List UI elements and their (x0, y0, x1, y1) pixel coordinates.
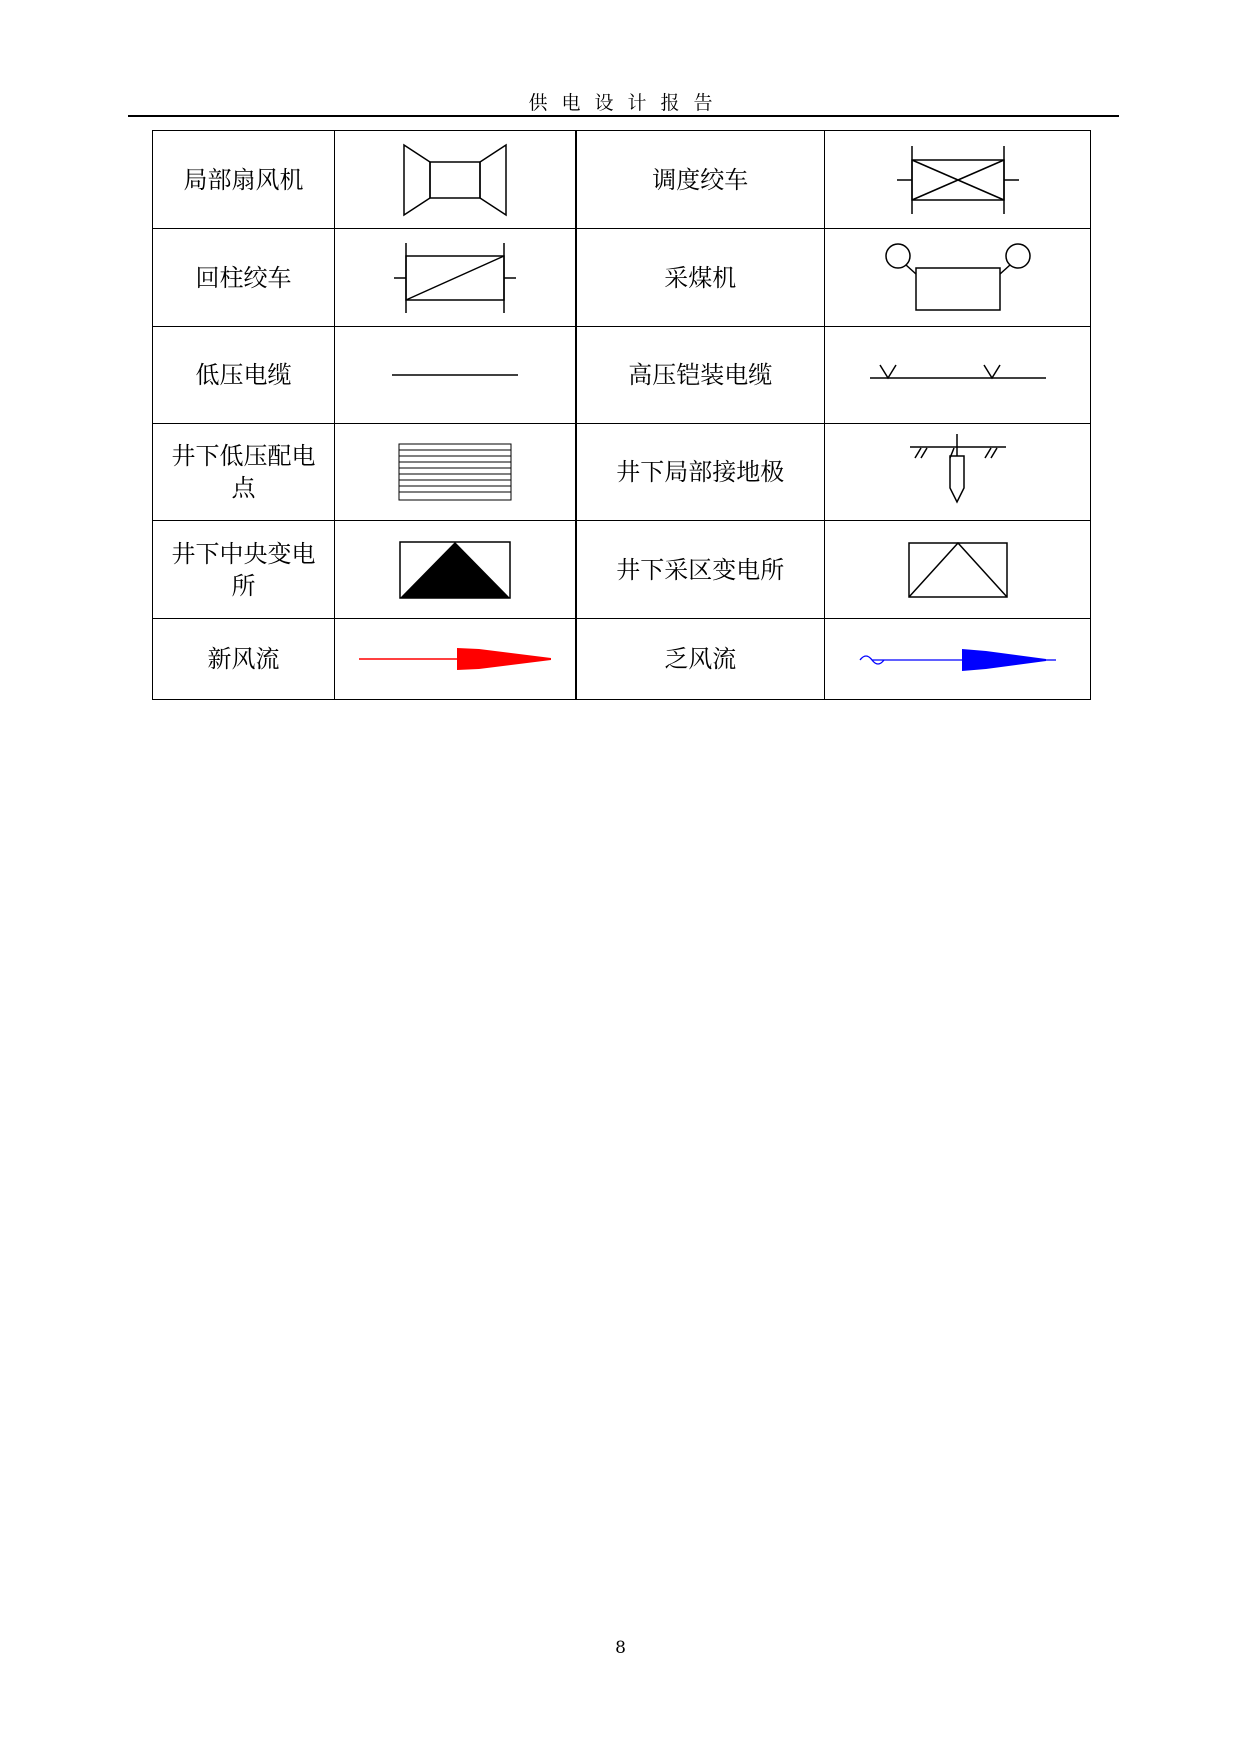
page-number: 8 (615, 1638, 626, 1658)
header-rule (128, 115, 1119, 117)
table-row (153, 424, 1091, 521)
symbol-name: 井下局部接地极 (576, 424, 825, 521)
symbol-cell (335, 327, 576, 424)
hv-armored-cable-icon (868, 360, 1048, 390)
symbol-cell (825, 229, 1091, 327)
symbol-cell (825, 131, 1091, 229)
table-row (153, 521, 1091, 619)
table-row (153, 327, 1091, 424)
underground-local-grounding-electrode-icon (908, 432, 1008, 512)
shearer-icon (883, 238, 1033, 318)
symbol-name: 井下采区变电所 (576, 521, 825, 619)
symbol-name: 低压电缆 (153, 327, 335, 424)
symbol-cell (825, 521, 1091, 619)
local-fan-icon (400, 140, 510, 220)
symbol-name: 采煤机 (576, 229, 825, 327)
symbol-name: 高压铠装电缆 (576, 327, 825, 424)
symbol-name: 乏风流 (576, 619, 825, 700)
symbol-cell (825, 619, 1091, 700)
symbol-cell (825, 327, 1091, 424)
prop-pulling-winch-icon (390, 238, 520, 318)
underground-mining-area-substation-icon (908, 542, 1008, 598)
symbol-name: 调度绞车 (576, 131, 825, 229)
symbol-cell (825, 424, 1091, 521)
symbol-name: 井下低压配电点 (153, 424, 335, 521)
symbol-legend-table (152, 130, 1091, 700)
return-airflow-arrow-icon (858, 644, 1058, 674)
fresh-airflow-arrow-icon (357, 644, 553, 674)
symbol-name: 回柱绞车 (153, 229, 335, 327)
underground-central-substation-icon (399, 541, 511, 599)
table-row (153, 229, 1091, 327)
symbol-cell (335, 521, 576, 619)
symbol-cell (335, 229, 576, 327)
symbol-cell (335, 131, 576, 229)
symbol-cell (335, 424, 576, 521)
table-row (153, 619, 1091, 700)
symbol-name: 新风流 (153, 619, 335, 700)
table-row (153, 131, 1091, 229)
page-header: 供电设计报告 (528, 92, 727, 114)
dispatch-winch-icon (893, 140, 1023, 220)
low-voltage-cable-icon (390, 365, 520, 385)
underground-lv-distribution-point-icon (398, 443, 512, 501)
symbol-name: 井下中央变电所 (153, 521, 335, 619)
symbol-cell (335, 619, 576, 700)
symbol-name: 局部扇风机 (153, 131, 335, 229)
